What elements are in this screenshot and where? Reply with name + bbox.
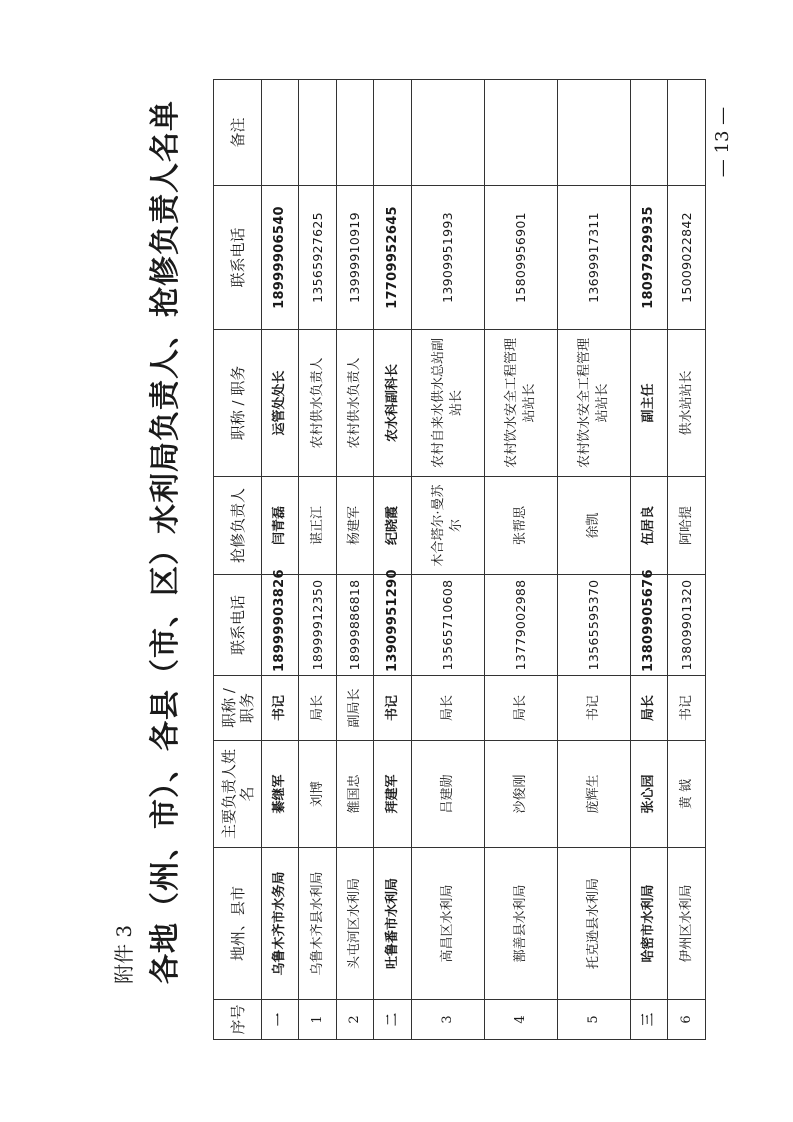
header-unit: 地州、县市 <box>214 848 262 1000</box>
cell-note <box>557 80 630 186</box>
document-title: 各地（州、市）、各县（市、区）水利局负责人、抢修负责人名单 <box>148 100 183 984</box>
header-repair-name: 抢修负责人 <box>214 477 262 575</box>
header-lead-name: 主要负责人姓名 <box>214 741 262 848</box>
cell-repair-title: 农村饮水安全工程管理站站长 <box>557 330 630 477</box>
cell-unit: 吐鲁番市水利局 <box>374 848 411 1000</box>
cell-lead-name: 沙俊刚 <box>484 741 557 848</box>
header-lead-title: 职称 / 职务 <box>214 676 262 741</box>
cell-repair-phone: 13999910919 <box>336 186 373 330</box>
cell-note <box>299 80 336 186</box>
cell-lead-phone: 13565595370 <box>557 575 630 676</box>
cell-repair-phone: 13909951993 <box>411 186 484 330</box>
cell-lead-name: 綦继军 <box>262 741 299 848</box>
cell-unit: 乌鲁木齐市水务局 <box>262 848 299 1000</box>
contact-table <box>213 79 706 1040</box>
cell-unit: 伊州区水利局 <box>668 848 706 1000</box>
header-index: 序号 <box>214 1000 262 1040</box>
cell-lead-title: 副局长 <box>336 676 373 741</box>
table-row <box>411 80 484 1040</box>
cell-index: 3 <box>411 1000 484 1040</box>
table-row <box>299 80 336 1040</box>
cell-index: 1 <box>299 1000 336 1040</box>
cell-note <box>484 80 557 186</box>
cell-index: 5 <box>557 1000 630 1040</box>
cell-lead-phone: 13565710608 <box>411 575 484 676</box>
cell-index: 二 <box>374 1000 411 1040</box>
attachment-label: 附件 3 <box>112 924 136 984</box>
cell-lead-phone: 18999903826 <box>262 575 299 676</box>
table-row <box>668 80 706 1040</box>
cell-note <box>630 80 667 186</box>
cell-lead-name: 张心园 <box>630 741 667 848</box>
cell-repair-name: 纪晓霞 <box>374 477 411 575</box>
header-repair-title: 职称 / 职务 <box>214 330 262 477</box>
cell-lead-phone: 13909951290 <box>374 575 411 676</box>
cell-repair-title: 农村饮水安全工程管理站站长 <box>484 330 557 477</box>
table-row <box>557 80 630 1040</box>
cell-repair-name: 阿哈提 <box>668 477 706 575</box>
cell-lead-name: 拜建军 <box>374 741 411 848</box>
cell-repair-name: 张帮思 <box>484 477 557 575</box>
cell-repair-phone: 15809956901 <box>484 186 557 330</box>
header-lead-phone: 联系电话 <box>214 575 262 676</box>
table-row <box>630 80 667 1040</box>
cell-lead-title: 局长 <box>484 676 557 741</box>
cell-note <box>336 80 373 186</box>
cell-index: 三 <box>630 1000 667 1040</box>
page-number: — 13 — <box>712 106 733 178</box>
cell-index: 2 <box>336 1000 373 1040</box>
cell-repair-name: 闫青磊 <box>262 477 299 575</box>
cell-unit: 高昌区水利局 <box>411 848 484 1000</box>
cell-index: 6 <box>668 1000 706 1040</box>
table-row <box>374 80 411 1040</box>
cell-lead-name: 黄 钺 <box>668 741 706 848</box>
cell-repair-name: 伍居良 <box>630 477 667 575</box>
header-row <box>214 80 262 1040</box>
cell-lead-title: 局长 <box>630 676 667 741</box>
cell-index: 一 <box>262 1000 299 1040</box>
cell-unit: 托克逊县水利局 <box>557 848 630 1000</box>
cell-repair-title: 运管处处长 <box>262 330 299 477</box>
cell-repair-title: 农村自来水供水总站副站长 <box>411 330 484 477</box>
cell-repair-phone: 13565927625 <box>299 186 336 330</box>
cell-lead-phone: 13809905676 <box>630 575 667 676</box>
cell-repair-name: 徐凯 <box>557 477 630 575</box>
cell-repair-title: 供水站站长 <box>668 330 706 477</box>
cell-note <box>374 80 411 186</box>
cell-lead-title: 局长 <box>299 676 336 741</box>
cell-unit: 鄯善县水利局 <box>484 848 557 1000</box>
header-note: 备注 <box>214 80 262 186</box>
cell-repair-phone: 18097929935 <box>630 186 667 330</box>
table-row <box>262 80 299 1040</box>
cell-repair-title: 副主任 <box>630 330 667 477</box>
cell-lead-phone: 13779002988 <box>484 575 557 676</box>
cell-lead-title: 书记 <box>557 676 630 741</box>
cell-lead-name: 庞辉生 <box>557 741 630 848</box>
cell-repair-phone: 18999906540 <box>262 186 299 330</box>
cell-unit: 头屯河区水利局 <box>336 848 373 1000</box>
cell-unit: 乌鲁木齐县水利局 <box>299 848 336 1000</box>
cell-lead-name: 吕建勋 <box>411 741 484 848</box>
cell-note <box>411 80 484 186</box>
cell-repair-phone: 13699917311 <box>557 186 630 330</box>
cell-lead-title: 局长 <box>411 676 484 741</box>
cell-repair-phone: 15009022842 <box>668 186 706 330</box>
cell-lead-phone: 18999886818 <box>336 575 373 676</box>
header-repair-phone: 联系电话 <box>214 186 262 330</box>
table-row <box>484 80 557 1040</box>
cell-repair-phone: 17709952645 <box>374 186 411 330</box>
cell-repair-title: 农村供水负责人 <box>299 330 336 477</box>
cell-repair-title: 农村供水负责人 <box>336 330 373 477</box>
cell-index: 4 <box>484 1000 557 1040</box>
cell-lead-name: 刘博 <box>299 741 336 848</box>
cell-lead-title: 书记 <box>374 676 411 741</box>
cell-note <box>668 80 706 186</box>
cell-repair-name: 谌正江 <box>299 477 336 575</box>
cell-lead-title: 书记 <box>262 676 299 741</box>
cell-lead-title: 书记 <box>668 676 706 741</box>
cell-repair-name: 木合塔尔·曼苏尔 <box>411 477 484 575</box>
cell-lead-phone: 18999912350 <box>299 575 336 676</box>
cell-lead-name: 雒国忠 <box>336 741 373 848</box>
cell-lead-phone: 13809901320 <box>668 575 706 676</box>
cell-repair-title: 农水科副科长 <box>374 330 411 477</box>
cell-unit: 哈密市水利局 <box>630 848 667 1000</box>
table-row <box>336 80 373 1040</box>
cell-repair-name: 杨建军 <box>336 477 373 575</box>
cell-note <box>262 80 299 186</box>
